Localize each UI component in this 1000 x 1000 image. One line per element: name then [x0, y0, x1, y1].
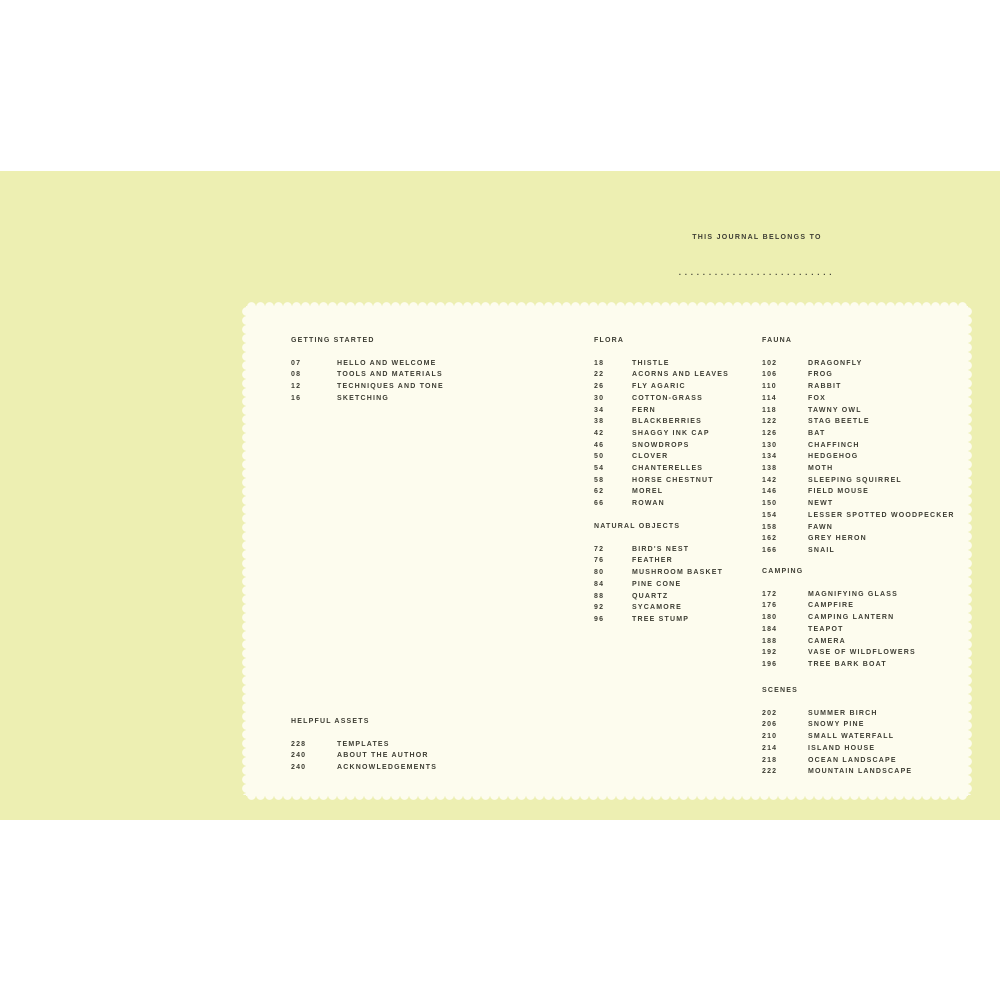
entry-title: FROG [808, 371, 834, 379]
section-fauna [762, 335, 955, 557]
section-title: NATURAL OBJECTS [594, 523, 681, 530]
entry-title: ISLAND HOUSE [808, 744, 876, 752]
page-number: 192 [762, 649, 778, 657]
toc-entry [762, 463, 955, 475]
section-natural-objects [594, 521, 723, 626]
ownership-block [678, 233, 836, 277]
page-number: 16 [291, 394, 302, 402]
page-number: 166 [762, 546, 778, 554]
page-number: 154 [762, 511, 778, 519]
page-number: 72 [594, 545, 605, 553]
toc-entry [594, 544, 723, 556]
page-number: 142 [762, 476, 778, 484]
entry-title: CAMPFIRE [808, 602, 855, 610]
page-number: 66 [594, 500, 605, 508]
page-number: 126 [762, 429, 778, 437]
page-number: 62 [594, 488, 605, 496]
toc-entry [291, 750, 437, 762]
section-title: GETTING STARTED [291, 337, 375, 344]
toc-entry [762, 522, 955, 534]
page-number: 218 [762, 756, 778, 764]
page-number: 18 [594, 359, 605, 367]
section-flora [594, 335, 729, 510]
entry-title: CHANTERELLES [632, 465, 704, 473]
entry-title: SYCAMORE [632, 604, 683, 612]
entry-title: SKETCHING [337, 394, 390, 402]
page-number: 12 [291, 383, 302, 391]
entry-title: FOX [808, 394, 826, 402]
scallop-edge-top [247, 302, 967, 311]
page-number: 54 [594, 465, 605, 473]
entry-title: TECHNIQUES AND TONE [337, 383, 444, 391]
page-number: 30 [594, 394, 605, 402]
page-number: 158 [762, 523, 778, 531]
toc-entry [762, 731, 912, 743]
page-number: 07 [291, 359, 302, 367]
entry-title: MOUNTAIN LANDSCAPE [808, 768, 913, 776]
toc-entry [762, 416, 955, 428]
entry-title: LESSER SPOTTED WOODPECKER [808, 511, 955, 519]
page-number: 84 [594, 580, 605, 588]
page-number: 80 [594, 569, 605, 577]
toc-entry [594, 486, 729, 498]
toc-entry [762, 533, 955, 545]
entry-title: HORSE CHESTNUT [632, 476, 714, 484]
entry-title: ACORNS AND LEAVES [632, 371, 730, 379]
entry-title: SMALL WATERFALL [808, 733, 895, 741]
entry-title: TEAPOT [808, 625, 844, 633]
toc-entry [291, 381, 444, 393]
page-number: 188 [762, 637, 778, 645]
page-number: 26 [594, 383, 605, 391]
section-helpful-assets [291, 716, 437, 774]
toc-entry [291, 739, 437, 751]
entry-title: HELLO AND WELCOME [337, 359, 437, 367]
page-number: 172 [762, 590, 778, 598]
entry-title: VASE OF WILDFLOWERS [808, 649, 916, 657]
toc-entry [762, 589, 916, 601]
page-number: 114 [762, 394, 777, 402]
entry-title: NEWT [808, 500, 834, 508]
entry-title: STAG BEETLE [808, 418, 870, 426]
toc-entry [594, 591, 723, 603]
toc-entry [291, 393, 444, 405]
page-number: 222 [762, 768, 778, 776]
section-title: FLORA [594, 337, 625, 344]
page-number: 176 [762, 602, 778, 610]
toc-entry [762, 755, 912, 767]
toc-entry [594, 416, 729, 428]
entry-title: FLY AGARIC [632, 383, 686, 391]
toc-entry [594, 567, 723, 579]
toc-entry [762, 498, 955, 510]
page-number: 180 [762, 614, 778, 622]
toc-entry [762, 766, 912, 778]
scallop-edge-left [242, 307, 251, 795]
toc-entry [762, 369, 955, 381]
entry-title: HEDGEHOG [808, 453, 859, 461]
page-number: 130 [762, 441, 778, 449]
page-number: 92 [594, 604, 605, 612]
page-number: 08 [291, 371, 302, 379]
toc-entry [594, 369, 729, 381]
toc-entry [594, 602, 723, 614]
page-number: 88 [594, 592, 605, 600]
page-number: 240 [291, 764, 307, 772]
entry-title: GREY HERON [808, 535, 867, 543]
entry-title: BLACKBERRIES [632, 418, 703, 426]
page-number: 118 [762, 406, 777, 414]
toc-entry [594, 393, 729, 405]
toc-entry [762, 358, 955, 370]
page-number: 122 [762, 418, 778, 426]
page-number: 102 [762, 359, 778, 367]
toc-entry [291, 762, 437, 774]
page-number: 202 [762, 709, 778, 717]
toc-entry [594, 358, 729, 370]
entry-title: FERN [632, 406, 656, 414]
toc-entry [594, 579, 723, 591]
toc-entry [762, 545, 955, 557]
section-getting-started [291, 335, 444, 405]
entry-title: BAT [808, 429, 826, 437]
entry-title: SUMMER BIRCH [808, 709, 878, 717]
toc-entry [762, 600, 916, 612]
entry-title: TOOLS AND MATERIALS [337, 371, 443, 379]
page-number: 196 [762, 660, 778, 668]
toc-entry [762, 636, 916, 648]
toc-entry [762, 708, 912, 720]
section-title: SCENES [762, 687, 798, 694]
toc-entry [594, 614, 723, 626]
entry-title: CLOVER [632, 453, 669, 461]
entry-title: SHAGGY INK CAP [632, 429, 710, 437]
ownership-label: THIS JOURNAL BELONGS TO [692, 234, 822, 241]
entry-title: TREE STUMP [632, 615, 690, 623]
toc-entry [594, 381, 729, 393]
entry-title: CAMERA [808, 637, 846, 645]
entry-title: TREE BARK BOAT [808, 660, 887, 668]
toc-entry [762, 475, 955, 487]
entry-title: OCEAN LANDSCAPE [808, 756, 897, 764]
entry-title: QUARTZ [632, 592, 669, 600]
table-of-contents-card [246, 306, 968, 796]
page-number: 58 [594, 476, 605, 484]
page-number: 42 [594, 429, 605, 437]
entry-title: MOREL [632, 488, 664, 496]
entry-title: MAGNIFYING GLASS [808, 590, 898, 598]
section-title: CAMPING [762, 568, 804, 575]
toc-entry [762, 381, 955, 393]
toc-entry [762, 647, 916, 659]
page-number: 150 [762, 500, 778, 508]
entry-title: TEMPLATES [337, 740, 390, 748]
toc-entry [291, 369, 444, 381]
page-number: 34 [594, 406, 605, 414]
toc-entry [762, 451, 955, 463]
toc-entry [594, 451, 729, 463]
entry-title: SNOWY PINE [808, 721, 865, 729]
entry-title: ACKNOWLEDGEMENTS [337, 764, 438, 772]
section-title: FAUNA [762, 337, 793, 344]
entry-title: FIELD MOUSE [808, 488, 870, 496]
entry-title: PINE CONE [632, 580, 682, 588]
page-number: 46 [594, 441, 605, 449]
page-number: 110 [762, 383, 777, 391]
page-number: 138 [762, 465, 778, 473]
entry-title: THISTLE [632, 359, 670, 367]
page-number: 184 [762, 625, 778, 633]
entry-title: CAMPING LANTERN [808, 614, 895, 622]
entry-title: CHAFFINCH [808, 441, 860, 449]
scallop-edge-right [963, 307, 972, 795]
page-number: 162 [762, 535, 778, 543]
toc-entry [762, 486, 955, 498]
toc-entry [594, 428, 729, 440]
page-number: 106 [762, 371, 778, 379]
journal-cover-panel [0, 171, 1000, 820]
page-number: 146 [762, 488, 778, 496]
page-number: 240 [291, 752, 307, 760]
toc-entry [594, 440, 729, 452]
entry-title: SNAIL [808, 546, 835, 554]
entry-title: TAWNY OWL [808, 406, 862, 414]
entry-title: DRAGONFLY [808, 359, 863, 367]
scallop-edge-bottom [247, 791, 967, 800]
entry-title: MOTH [808, 465, 834, 473]
page-number: 76 [594, 557, 605, 565]
entry-title: ABOUT THE AUTHOR [337, 752, 429, 760]
entry-title: COTTON-GRASS [632, 394, 704, 402]
toc-entry [762, 393, 955, 405]
page-number: 38 [594, 418, 605, 426]
toc-entry [762, 440, 955, 452]
toc-entry [594, 475, 729, 487]
section-title: HELPFUL ASSETS [291, 718, 370, 725]
entry-title: BIRD'S NEST [632, 545, 690, 553]
page-number: 134 [762, 453, 778, 461]
toc-entry [762, 743, 912, 755]
section-scenes [762, 685, 912, 778]
page-number: 22 [594, 371, 605, 379]
toc-entry [762, 510, 955, 522]
toc-entry [594, 463, 729, 475]
name-fill-in-line: .......................... [678, 269, 836, 277]
entry-title: MUSHROOM BASKET [632, 569, 724, 577]
toc-entry [762, 624, 916, 636]
section-camping [762, 566, 916, 671]
toc-entry [594, 555, 723, 567]
toc-entry [594, 498, 729, 510]
page-number: 210 [762, 733, 778, 741]
toc-entry [762, 405, 955, 417]
entry-title: RABBIT [808, 383, 842, 391]
entry-title: FEATHER [632, 557, 673, 565]
entry-title: SLEEPING SQUIRREL [808, 476, 902, 484]
toc-entry [762, 428, 955, 440]
entry-title: ROWAN [632, 500, 665, 508]
page-number: 50 [594, 453, 605, 461]
toc-entry [291, 358, 444, 370]
page-number: 214 [762, 744, 778, 752]
toc-entry [594, 405, 729, 417]
toc-entry [762, 659, 916, 671]
page-number: 206 [762, 721, 778, 729]
entry-title: FAWN [808, 523, 834, 531]
toc-entry [762, 719, 912, 731]
toc-entry [762, 612, 916, 624]
page-number: 96 [594, 615, 605, 623]
entry-title: SNOWDROPS [632, 441, 690, 449]
page-number: 228 [291, 740, 307, 748]
